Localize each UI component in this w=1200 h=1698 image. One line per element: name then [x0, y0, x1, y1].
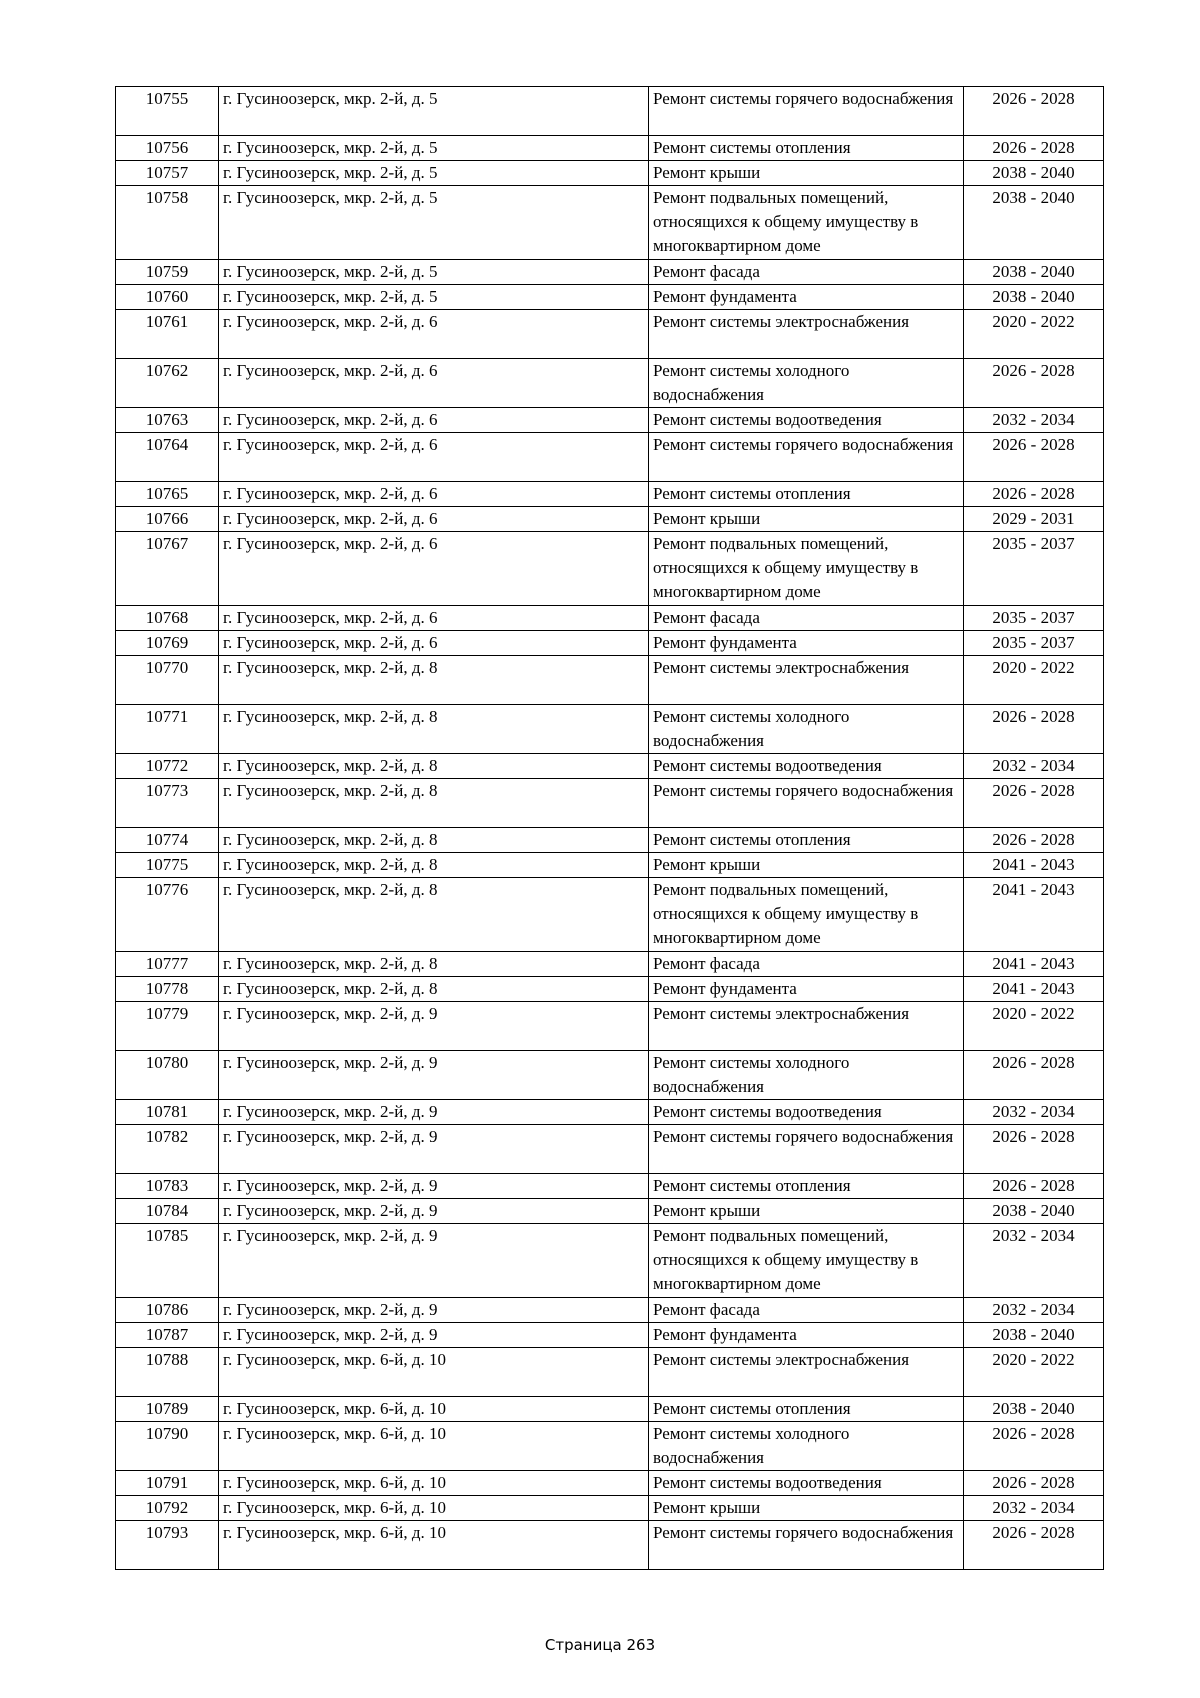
row-number-cell: 10764	[116, 433, 219, 482]
table-row	[116, 260, 1104, 285]
address-cell: г. Гусиноозерск, мкр. 2-й, д. 8	[219, 853, 649, 878]
table-row	[116, 606, 1104, 631]
work-type-cell: Ремонт крыши	[649, 1496, 964, 1521]
address-cell: г. Гусиноозерск, мкр. 2-й, д. 8	[219, 779, 649, 828]
work-type-cell: Ремонт фасада	[649, 1298, 964, 1323]
work-type-cell: Ремонт системы холодного водоснабжения	[649, 1051, 964, 1100]
work-type-cell: Ремонт системы отопления	[649, 828, 964, 853]
table-row	[116, 631, 1104, 656]
table-row	[116, 359, 1104, 408]
work-type-cell: Ремонт системы горячего водоснабжения	[649, 433, 964, 482]
period-cell: 2038 - 2040	[964, 1397, 1104, 1422]
work-type-cell: Ремонт фундамента	[649, 631, 964, 656]
row-number-cell: 10789	[116, 1397, 219, 1422]
row-number-cell: 10774	[116, 828, 219, 853]
period-cell: 2038 - 2040	[964, 1199, 1104, 1224]
work-type-cell: Ремонт системы водоотведения	[649, 408, 964, 433]
work-type-cell: Ремонт системы отопления	[649, 136, 964, 161]
work-type-cell: Ремонт системы водоотведения	[649, 754, 964, 779]
table-row	[116, 952, 1104, 977]
row-number-cell: 10769	[116, 631, 219, 656]
period-cell: 2032 - 2034	[964, 1100, 1104, 1125]
table-row	[116, 1100, 1104, 1125]
address-cell: г. Гусиноозерск, мкр. 2-й, д. 5	[219, 186, 649, 260]
table-row	[116, 1224, 1104, 1298]
work-type-cell: Ремонт крыши	[649, 853, 964, 878]
work-type-cell: Ремонт системы холодного водоснабжения	[649, 1422, 964, 1471]
address-cell: г. Гусиноозерск, мкр. 6-й, д. 10	[219, 1471, 649, 1496]
period-cell: 2041 - 2043	[964, 853, 1104, 878]
row-number-cell: 10791	[116, 1471, 219, 1496]
period-cell: 2026 - 2028	[964, 1125, 1104, 1174]
work-type-cell: Ремонт крыши	[649, 161, 964, 186]
work-type-cell: Ремонт системы горячего водоснабжения	[649, 1521, 964, 1570]
row-number-cell: 10761	[116, 310, 219, 359]
address-cell: г. Гусиноозерск, мкр. 2-й, д. 6	[219, 532, 649, 606]
row-number-cell: 10762	[116, 359, 219, 408]
work-type-cell: Ремонт системы горячего водоснабжения	[649, 87, 964, 136]
period-cell: 2041 - 2043	[964, 952, 1104, 977]
period-cell: 2038 - 2040	[964, 161, 1104, 186]
table-row	[116, 878, 1104, 952]
address-cell: г. Гусиноозерск, мкр. 2-й, д. 8	[219, 977, 649, 1002]
row-number-cell: 10773	[116, 779, 219, 828]
work-type-cell: Ремонт крыши	[649, 507, 964, 532]
row-number-cell: 10763	[116, 408, 219, 433]
table-row	[116, 705, 1104, 754]
table-row	[116, 186, 1104, 260]
period-cell: 2038 - 2040	[964, 285, 1104, 310]
row-number-cell: 10755	[116, 87, 219, 136]
table-row	[116, 853, 1104, 878]
work-type-cell: Ремонт фундамента	[649, 977, 964, 1002]
row-number-cell: 10770	[116, 656, 219, 705]
address-cell: г. Гусиноозерск, мкр. 2-й, д. 6	[219, 482, 649, 507]
period-cell: 2038 - 2040	[964, 186, 1104, 260]
period-cell: 2032 - 2034	[964, 1496, 1104, 1521]
table-row	[116, 1348, 1104, 1397]
address-cell: г. Гусиноозерск, мкр. 6-й, д. 10	[219, 1397, 649, 1422]
table-row	[116, 482, 1104, 507]
table-row	[116, 1051, 1104, 1100]
period-cell: 2035 - 2037	[964, 532, 1104, 606]
row-number-cell: 10784	[116, 1199, 219, 1224]
table-row	[116, 1323, 1104, 1348]
table-row	[116, 754, 1104, 779]
table-row	[116, 1397, 1104, 1422]
address-cell: г. Гусиноозерск, мкр. 2-й, д. 5	[219, 87, 649, 136]
table-row	[116, 87, 1104, 136]
row-number-cell: 10757	[116, 161, 219, 186]
address-cell: г. Гусиноозерск, мкр. 2-й, д. 9	[219, 1224, 649, 1298]
period-cell: 2032 - 2034	[964, 408, 1104, 433]
row-number-cell: 10772	[116, 754, 219, 779]
table-row	[116, 310, 1104, 359]
table-row	[116, 285, 1104, 310]
row-number-cell: 10781	[116, 1100, 219, 1125]
address-cell: г. Гусиноозерск, мкр. 2-й, д. 5	[219, 285, 649, 310]
period-cell: 2026 - 2028	[964, 1174, 1104, 1199]
period-cell: 2038 - 2040	[964, 1323, 1104, 1348]
table-row	[116, 1471, 1104, 1496]
table-row	[116, 1521, 1104, 1570]
period-cell: 2032 - 2034	[964, 1224, 1104, 1298]
address-cell: г. Гусиноозерск, мкр. 2-й, д. 6	[219, 606, 649, 631]
work-type-cell: Ремонт фасада	[649, 952, 964, 977]
address-cell: г. Гусиноозерск, мкр. 2-й, д. 6	[219, 433, 649, 482]
address-cell: г. Гусиноозерск, мкр. 2-й, д. 9	[219, 1100, 649, 1125]
address-cell: г. Гусиноозерск, мкр. 2-й, д. 5	[219, 136, 649, 161]
table-row	[116, 507, 1104, 532]
table-row	[116, 136, 1104, 161]
address-cell: г. Гусиноозерск, мкр. 2-й, д. 6	[219, 631, 649, 656]
table-row	[116, 532, 1104, 606]
period-cell: 2032 - 2034	[964, 1298, 1104, 1323]
period-cell: 2020 - 2022	[964, 656, 1104, 705]
table-row	[116, 1125, 1104, 1174]
address-cell: г. Гусиноозерск, мкр. 2-й, д. 8	[219, 705, 649, 754]
address-cell: г. Гусиноозерск, мкр. 2-й, д. 8	[219, 754, 649, 779]
address-cell: г. Гусиноозерск, мкр. 2-й, д. 9	[219, 1199, 649, 1224]
work-type-cell: Ремонт фасада	[649, 606, 964, 631]
work-type-cell: Ремонт системы холодного водоснабжения	[649, 359, 964, 408]
period-cell: 2026 - 2028	[964, 482, 1104, 507]
address-cell: г. Гусиноозерск, мкр. 2-й, д. 8	[219, 878, 649, 952]
table-row	[116, 1199, 1104, 1224]
row-number-cell: 10787	[116, 1323, 219, 1348]
period-cell: 2038 - 2040	[964, 260, 1104, 285]
work-type-cell: Ремонт подвальных помещений, относящихся к общему имуществу в многоквартирном доме	[649, 186, 964, 260]
period-cell: 2026 - 2028	[964, 705, 1104, 754]
period-cell: 2026 - 2028	[964, 87, 1104, 136]
address-cell: г. Гусиноозерск, мкр. 2-й, д. 9	[219, 1051, 649, 1100]
period-cell: 2026 - 2028	[964, 359, 1104, 408]
period-cell: 2026 - 2028	[964, 1422, 1104, 1471]
work-type-cell: Ремонт фасада	[649, 260, 964, 285]
work-type-cell: Ремонт системы горячего водоснабжения	[649, 1125, 964, 1174]
row-number-cell: 10779	[116, 1002, 219, 1051]
address-cell: г. Гусиноозерск, мкр. 2-й, д. 8	[219, 828, 649, 853]
page-number: Страница 263	[544, 1636, 656, 1654]
address-cell: г. Гусиноозерск, мкр. 2-й, д. 8	[219, 656, 649, 705]
address-cell: г. Гусиноозерск, мкр. 2-й, д. 9	[219, 1298, 649, 1323]
row-number-cell: 10759	[116, 260, 219, 285]
table-row	[116, 161, 1104, 186]
address-cell: г. Гусиноозерск, мкр. 2-й, д. 9	[219, 1002, 649, 1051]
row-number-cell: 10758	[116, 186, 219, 260]
row-number-cell: 10792	[116, 1496, 219, 1521]
work-type-cell: Ремонт системы холодного водоснабжения	[649, 705, 964, 754]
work-type-cell: Ремонт системы водоотведения	[649, 1471, 964, 1496]
period-cell: 2020 - 2022	[964, 1002, 1104, 1051]
work-type-cell: Ремонт системы отопления	[649, 1174, 964, 1199]
row-number-cell: 10766	[116, 507, 219, 532]
address-cell: г. Гусиноозерск, мкр. 2-й, д. 5	[219, 161, 649, 186]
work-type-cell: Ремонт системы электроснабжения	[649, 310, 964, 359]
work-type-cell: Ремонт фундамента	[649, 285, 964, 310]
work-schedule-table	[115, 86, 1104, 1570]
period-cell: 2026 - 2028	[964, 828, 1104, 853]
address-cell: г. Гусиноозерск, мкр. 2-й, д. 9	[219, 1323, 649, 1348]
work-type-cell: Ремонт подвальных помещений, относящихся к общему имуществу в многоквартирном доме	[649, 878, 964, 952]
period-cell: 2026 - 2028	[964, 433, 1104, 482]
row-number-cell: 10768	[116, 606, 219, 631]
work-type-cell: Ремонт системы отопления	[649, 1397, 964, 1422]
address-cell: г. Гусиноозерск, мкр. 2-й, д. 9	[219, 1174, 649, 1199]
work-type-cell: Ремонт фундамента	[649, 1323, 964, 1348]
row-number-cell: 10777	[116, 952, 219, 977]
address-cell: г. Гусиноозерск, мкр. 6-й, д. 10	[219, 1521, 649, 1570]
work-type-cell: Ремонт системы отопления	[649, 482, 964, 507]
work-type-cell: Ремонт системы горячего водоснабжения	[649, 779, 964, 828]
address-cell: г. Гусиноозерск, мкр. 2-й, д. 9	[219, 1125, 649, 1174]
row-number-cell: 10783	[116, 1174, 219, 1199]
period-cell: 2026 - 2028	[964, 1521, 1104, 1570]
period-cell: 2035 - 2037	[964, 631, 1104, 656]
row-number-cell: 10778	[116, 977, 219, 1002]
table-row	[116, 433, 1104, 482]
work-type-cell: Ремонт системы водоотведения	[649, 1100, 964, 1125]
row-number-cell: 10790	[116, 1422, 219, 1471]
work-type-cell: Ремонт подвальных помещений, относящихся к общему имуществу в многоквартирном доме	[649, 532, 964, 606]
row-number-cell: 10782	[116, 1125, 219, 1174]
row-number-cell: 10780	[116, 1051, 219, 1100]
work-type-cell: Ремонт крыши	[649, 1199, 964, 1224]
row-number-cell: 10788	[116, 1348, 219, 1397]
table-row	[116, 977, 1104, 1002]
address-cell: г. Гусиноозерск, мкр. 2-й, д. 6	[219, 507, 649, 532]
row-number-cell: 10756	[116, 136, 219, 161]
work-type-cell: Ремонт системы электроснабжения	[649, 656, 964, 705]
table-row	[116, 828, 1104, 853]
address-cell: г. Гусиноозерск, мкр. 2-й, д. 8	[219, 952, 649, 977]
period-cell: 2026 - 2028	[964, 1051, 1104, 1100]
period-cell: 2041 - 2043	[964, 878, 1104, 952]
period-cell: 2026 - 2028	[964, 779, 1104, 828]
period-cell: 2020 - 2022	[964, 310, 1104, 359]
row-number-cell: 10765	[116, 482, 219, 507]
row-number-cell: 10786	[116, 1298, 219, 1323]
row-number-cell: 10785	[116, 1224, 219, 1298]
table-row	[116, 656, 1104, 705]
row-number-cell: 10775	[116, 853, 219, 878]
table-row	[116, 1496, 1104, 1521]
table-row	[116, 1298, 1104, 1323]
address-cell: г. Гусиноозерск, мкр. 2-й, д. 6	[219, 359, 649, 408]
table-body	[116, 87, 1104, 1570]
address-cell: г. Гусиноозерск, мкр. 2-й, д. 6	[219, 408, 649, 433]
table-row	[116, 1174, 1104, 1199]
address-cell: г. Гусиноозерск, мкр. 2-й, д. 6	[219, 310, 649, 359]
period-cell: 2026 - 2028	[964, 1471, 1104, 1496]
address-cell: г. Гусиноозерск, мкр. 6-й, д. 10	[219, 1496, 649, 1521]
period-cell: 2035 - 2037	[964, 606, 1104, 631]
row-number-cell: 10776	[116, 878, 219, 952]
table-row	[116, 1002, 1104, 1051]
work-type-cell: Ремонт подвальных помещений, относящихся к общему имуществу в многоквартирном доме	[649, 1224, 964, 1298]
row-number-cell: 10771	[116, 705, 219, 754]
period-cell: 2041 - 2043	[964, 977, 1104, 1002]
table-row	[116, 1422, 1104, 1471]
row-number-cell: 10767	[116, 532, 219, 606]
row-number-cell: 10760	[116, 285, 219, 310]
table-row	[116, 408, 1104, 433]
table-row	[116, 779, 1104, 828]
row-number-cell: 10793	[116, 1521, 219, 1570]
address-cell: г. Гусиноозерск, мкр. 6-й, д. 10	[219, 1348, 649, 1397]
period-cell: 2026 - 2028	[964, 136, 1104, 161]
period-cell: 2020 - 2022	[964, 1348, 1104, 1397]
work-type-cell: Ремонт системы электроснабжения	[649, 1002, 964, 1051]
address-cell: г. Гусиноозерск, мкр. 2-й, д. 5	[219, 260, 649, 285]
period-cell: 2029 - 2031	[964, 507, 1104, 532]
work-type-cell: Ремонт системы электроснабжения	[649, 1348, 964, 1397]
address-cell: г. Гусиноозерск, мкр. 6-й, д. 10	[219, 1422, 649, 1471]
period-cell: 2032 - 2034	[964, 754, 1104, 779]
